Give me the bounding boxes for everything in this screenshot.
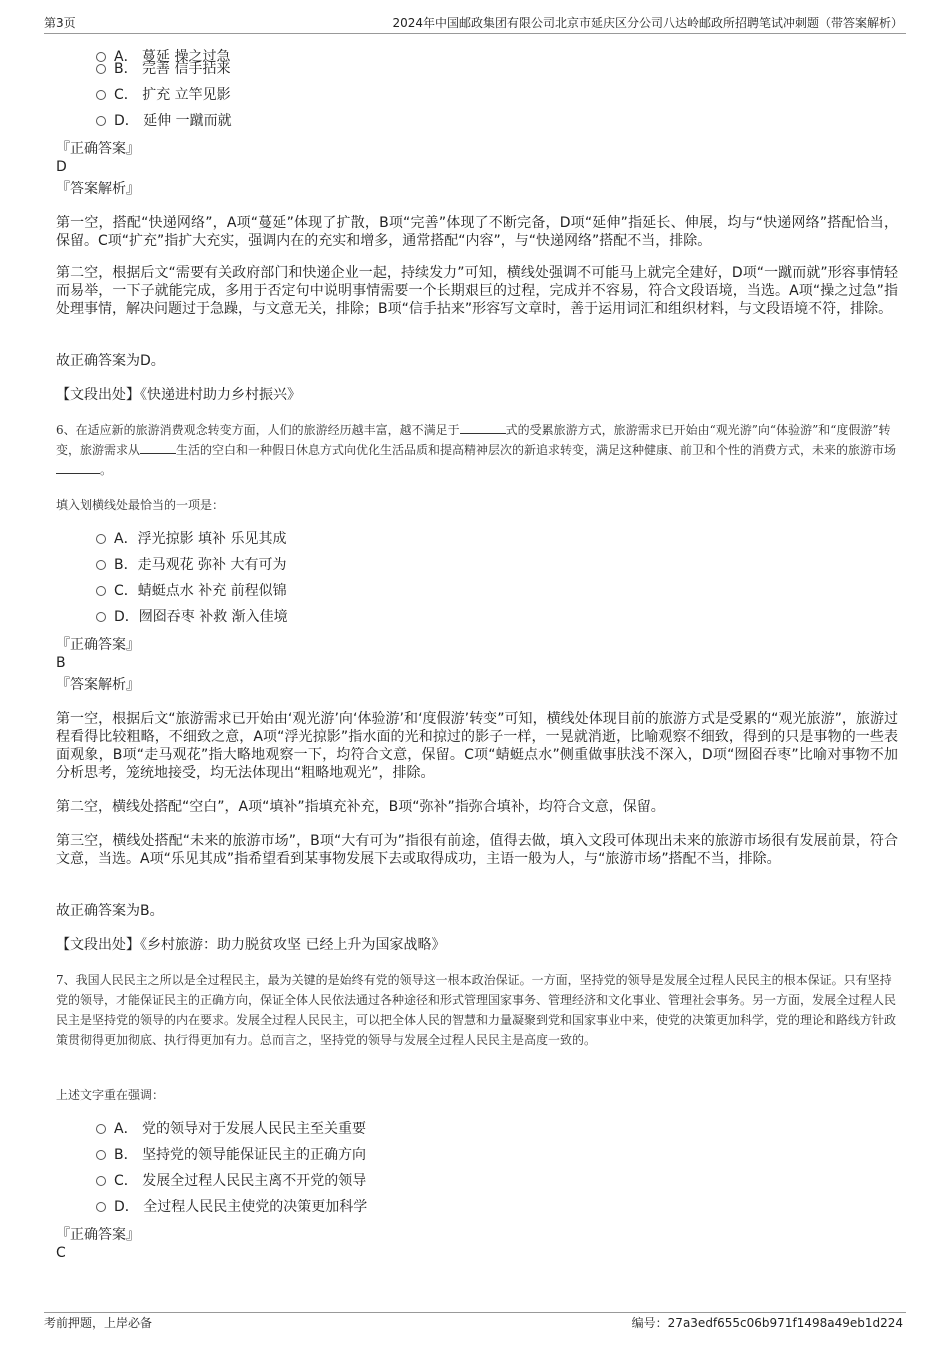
radio-icon[interactable] (96, 612, 106, 622)
q7-answer-label: 『正确答案』 (56, 1227, 140, 1243)
page-number: 第3页 (44, 16, 76, 30)
footer-code: 编号：27a3edf655c06b971f1498a49eb1d224 (631, 1316, 903, 1330)
q6-prompt: 填入划横线处最恰当的一项是： (56, 498, 225, 512)
q7-stem: 7、我国人民民主之所以是全过程民主，最为关键的是始终有党的领导这一根本政治保证。一方面，坚持党的领导是发展全过程人民民主的根本保证。只有坚持党的领导，才能保证民主的正确方向，保证全体人民依法通过各种途径和形式管理国家事务、管理经济和文化事业、管理社会事务。另一方面，发展全过程人民民主是坚持党的领导的内在要求。发展全过程人民民主，可以把全体人民的智慧和力量凝聚到党和国家事业中来，使党的决策更加科学，党的理论和路线方针政策贯彻得更加彻底、执行得更加有力。总而言之，坚持党的领导与发展全过程人民民主是高度一致的。 (56, 973, 897, 1047)
blank-line (140, 441, 176, 454)
radio-icon[interactable] (96, 560, 106, 570)
q6-analysis-label: 『答案解析』 (56, 677, 140, 693)
q7-prompt: 上述文字重在强调： (56, 1088, 165, 1102)
q6-answer-label: 『正确答案』 (56, 637, 140, 653)
q6-option-a[interactable]: A．浮光掠影 填补 乐见其成 (96, 530, 286, 548)
q5-option-a[interactable]: A． 蔓延 操之过急 (96, 48, 230, 66)
blank-line (460, 421, 506, 434)
q5-answer: D (56, 159, 67, 175)
q6-answer: B (56, 655, 66, 671)
footer-divider (44, 1312, 906, 1313)
q6-stem: 6、在适应新的旅游消费观念转变方面，人们的旅游经历越丰富，越不满足于 式的受累旅游方式，旅游需求已开始由“观光游”向“体验游”和“度假游”转变，旅游需求从 生活的空白和一种假日休息方式向优化生活品质和提高精神层次的新追求转变，满足这种健康、前卫和个性的消费方式，未来的旅游市场。 (56, 423, 897, 477)
q5-option-b[interactable]: B． 完善 信手拈来 (96, 60, 231, 78)
radio-icon[interactable] (96, 1150, 106, 1160)
q6-option-b[interactable]: B．走马观花 弥补 大有可为 (96, 556, 287, 574)
q7-option-d[interactable]: D． 全过程人民民主使党的决策更加科学 (96, 1198, 367, 1216)
q5-answer-label: 『正确答案』 (56, 141, 140, 157)
q6-source: 【文段出处】《乡村旅游：助力脱贫攻坚 已经上升为国家战略》 (56, 937, 446, 953)
q6-analysis-p3: 第三空，横线处搭配“未来的旅游市场”，B项“大有可为”指很有前途，值得去做，填入文段可体现出未来的旅游市场很有发展前景，符合文意，当选。A项“乐见其成”指希望看到某事物发展下去或取得成功，主语一般为人，与“旅游市场”搭配不当，排除。 (56, 833, 898, 867)
q5-analysis-p2: 第二空，根据后文“需要有关政府部门和快递企业一起，持续发力”可知，横线处强调不可能马上就完全建好，D项“一蹴而就”形容事情轻而易举，一下子就能完成，多用于否定句中说明事情需要一个长期艰巨的过程，完成并不容易，符合文段语境，当选。A项“操之过急”指处理事情，解决问题过于急躁，与文意无关，排除；B项“信手拈来”形容写文章时，善于运用词汇和组织材料，与文段语境不符，排除。 (56, 265, 898, 317)
radio-icon[interactable] (96, 90, 106, 100)
q5-option-c[interactable]: C． 扩充 立竿见影 (96, 86, 231, 104)
q5-analysis-p3: 故正确答案为D。 (56, 353, 165, 369)
q7-answer: C (56, 1245, 66, 1261)
q7-option-b[interactable]: B． 坚持党的领导能保证民主的正确方向 (96, 1146, 366, 1164)
q5-analysis-p1: 第一空，搭配“快递网络”，A项“蔓延”体现了扩散，B项“完善”体现了不断完备，D项“延伸”指延长、伸展，均与“快递网络”搭配恰当，保留。C项“扩充”指扩大充实，强调内在的充实和增多，通常搭配“内容”，与“快递网络”搭配不当，排除。 (56, 215, 898, 249)
q6-option-d[interactable]: D．囫囵吞枣 补救 渐入佳境 (96, 608, 288, 626)
q6-analysis-p1: 第一空，根据后文“旅游需求已开始由‘观光游’向‘体验游’和‘度假游’转变”可知，横线处体现目前的旅游方式是受累的“观光旅游”，旅游过程看得比较粗略，不细致之意，A项“浮光掠影”指水面的光和掠过的影子一样，一晃就消逝，比喻观察不细致，得到的只是事物的一些表面观象，B项“走马观花”指大略地观察一下，均符合文意，保留。C项“蜻蜓点水”侧重做事肤浅不深入，D项“囫囵吞枣”比喻对事物不加分析思考，笼统地接受，均无法体现出“粗略地观光”，排除。 (56, 711, 898, 781)
radio-icon[interactable] (96, 1176, 106, 1186)
q6-analysis-p4: 故正确答案为B。 (56, 903, 164, 919)
header-divider (44, 33, 906, 34)
q6-analysis-p2: 第二空，横线处搭配“空白”，A项“填补”指填充补充，B项“弥补”指弥合填补，均符合文意，保留。 (56, 799, 665, 815)
radio-icon[interactable] (96, 1124, 106, 1134)
q5-source: 【文段出处】《快递进村助力乡村振兴》 (56, 387, 301, 403)
q5-option-d[interactable]: D． 延伸 一蹴而就 (96, 112, 232, 130)
blank-line (56, 461, 100, 474)
radio-icon[interactable] (96, 116, 106, 126)
footer-slogan: 考前押题，上岸必备 (44, 1316, 153, 1330)
q7-option-c[interactable]: C． 发展全过程人民民主离不开党的领导 (96, 1172, 366, 1190)
radio-icon[interactable] (96, 586, 106, 596)
radio-icon[interactable] (96, 64, 106, 74)
q5-analysis-label: 『答案解析』 (56, 181, 140, 197)
document-title: 2024年中国邮政集团有限公司北京市延庆区分公司八达岭邮政所招聘笔试冲刺题（带答案解析） (392, 16, 903, 30)
radio-icon[interactable] (96, 534, 106, 544)
q7-option-a[interactable]: A． 党的领导对于发展人民民主至关重要 (96, 1120, 366, 1138)
radio-icon[interactable] (96, 1202, 106, 1212)
q6-option-c[interactable]: C．蜻蜓点水 补充 前程似锦 (96, 582, 287, 600)
